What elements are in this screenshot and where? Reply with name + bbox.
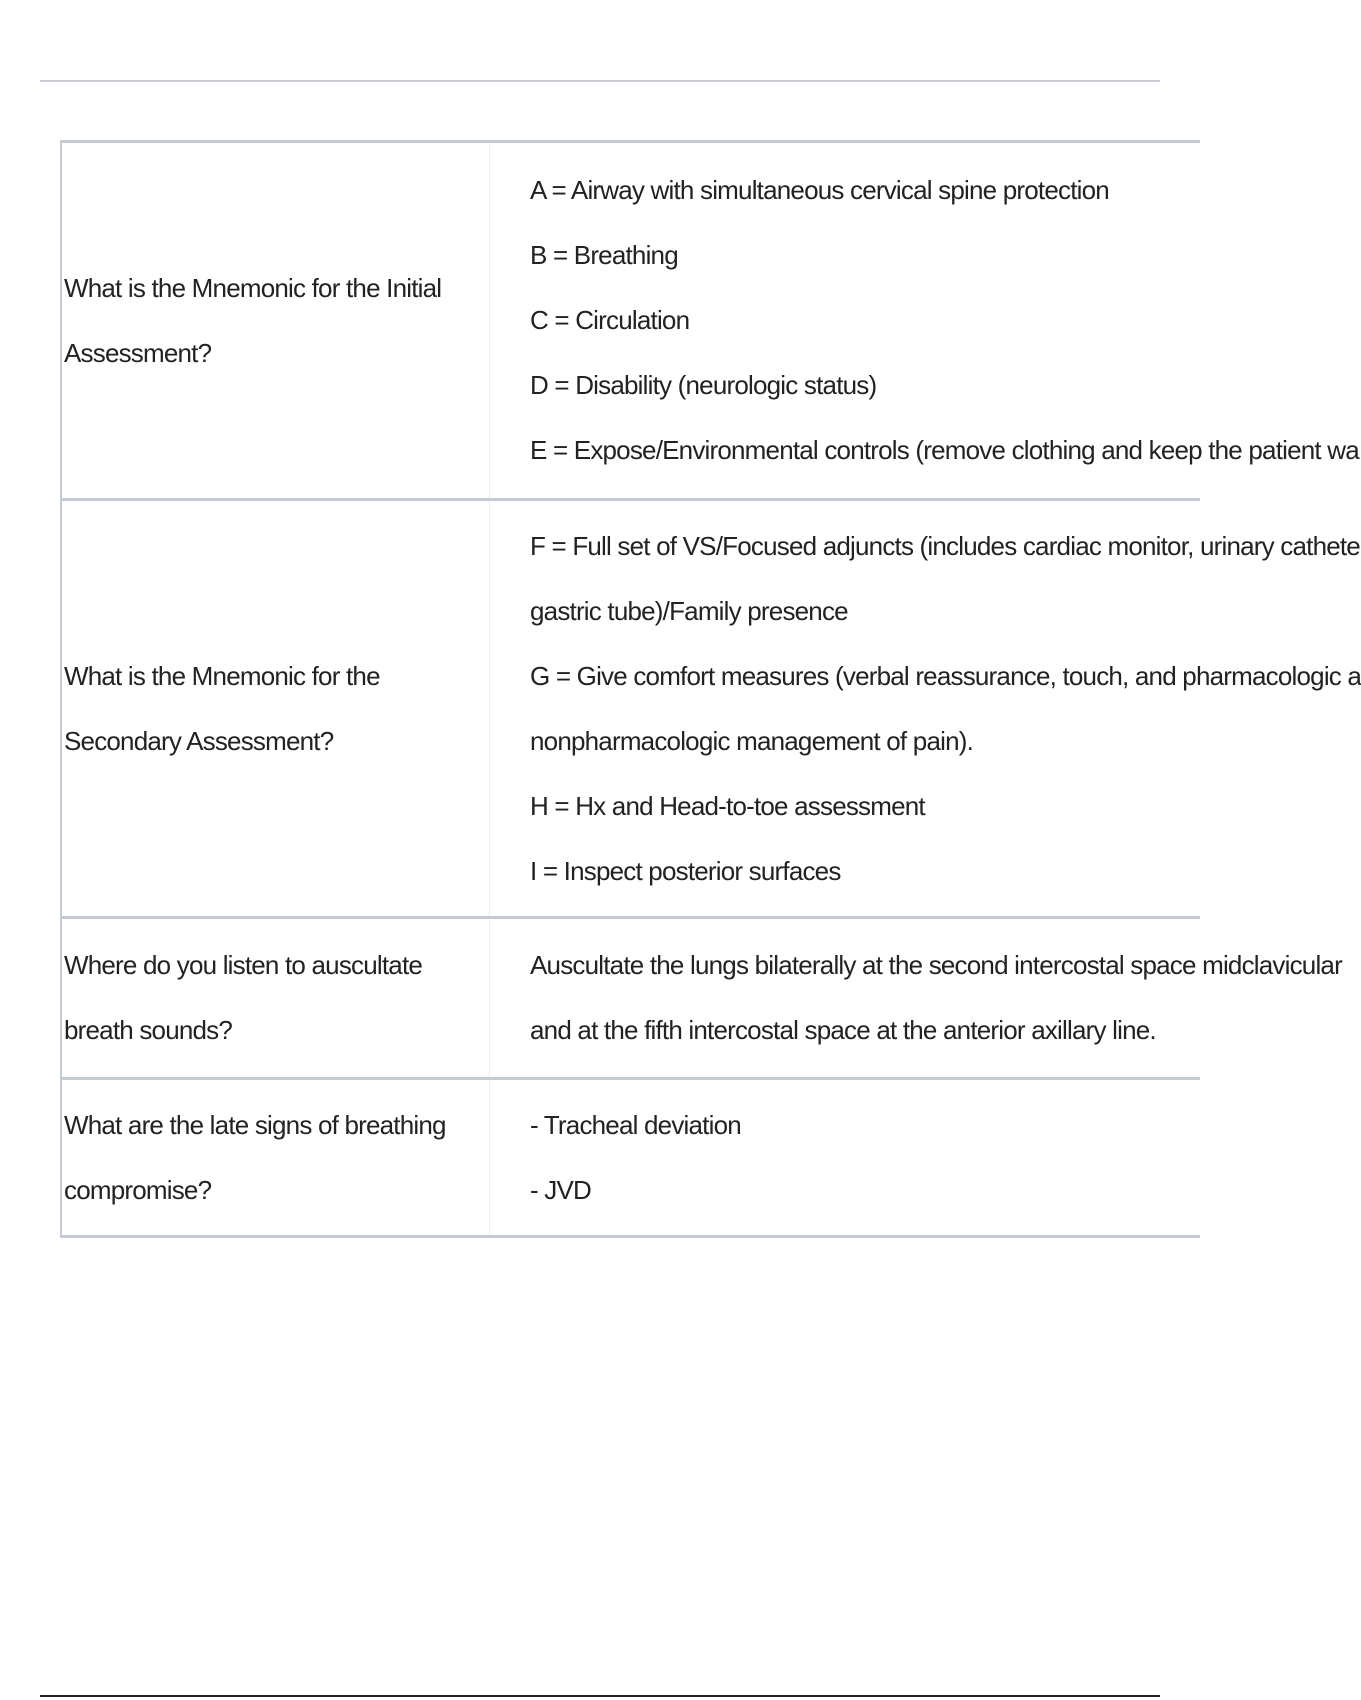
question-cell: What is the Mnemonic for the Secondary Assessment? bbox=[61, 500, 490, 918]
answer-line: D = Disability (neurologic status) bbox=[530, 370, 877, 400]
answer-line: I = Inspect posterior surfaces bbox=[530, 855, 841, 886]
answer-line: - Tracheal deviation bbox=[530, 1109, 741, 1140]
answer-line: Auscultate the lungs bilaterally at the second intercostal space midclavicular bbox=[530, 950, 1342, 980]
answer-line: E = Expose/Environmental controls (remove clothing and keep the patient wa bbox=[530, 435, 1359, 465]
answer-line: F = Full set of VS/Focused adjuncts (includes cardiac monitor, urinary cathete bbox=[530, 530, 1360, 561]
table-row bbox=[61, 500, 1200, 918]
answer-cell bbox=[490, 500, 1361, 918]
answer-cell bbox=[490, 1079, 1201, 1237]
answer-line: C = Circulation bbox=[530, 305, 690, 335]
answer-cell bbox=[490, 142, 1359, 500]
question-cell: What are the late signs of breathing compromise? bbox=[61, 1079, 490, 1237]
answer-line: gastric tube)/Family presence bbox=[530, 595, 848, 626]
answer-cell bbox=[490, 918, 1342, 1079]
bottom-divider bbox=[40, 1695, 1160, 1697]
answer-line: and at the fifth intercostal space at the anterior axillary line. bbox=[530, 1015, 1156, 1045]
table-row bbox=[61, 1079, 1200, 1237]
table-row bbox=[61, 142, 1200, 500]
question-cell: Where do you listen to auscultate breath sounds? bbox=[61, 918, 490, 1079]
answer-line: H = Hx and Head-to-toe assessment bbox=[530, 790, 925, 821]
top-divider bbox=[40, 80, 1160, 82]
flashcard-table bbox=[60, 140, 1361, 1238]
answer-line: A = Airway with simultaneous cervical spine protection bbox=[530, 175, 1109, 205]
answer-line: nonpharmacologic management of pain). bbox=[530, 725, 974, 756]
question-cell: What is the Mnemonic for the Initial Assessment? bbox=[61, 142, 490, 500]
answer-line: - JVD bbox=[530, 1174, 592, 1205]
table-row bbox=[61, 918, 1200, 1079]
answer-line: B = Breathing bbox=[530, 240, 678, 270]
answer-line: G = Give comfort measures (verbal reassurance, touch, and pharmacologic a bbox=[530, 660, 1361, 691]
